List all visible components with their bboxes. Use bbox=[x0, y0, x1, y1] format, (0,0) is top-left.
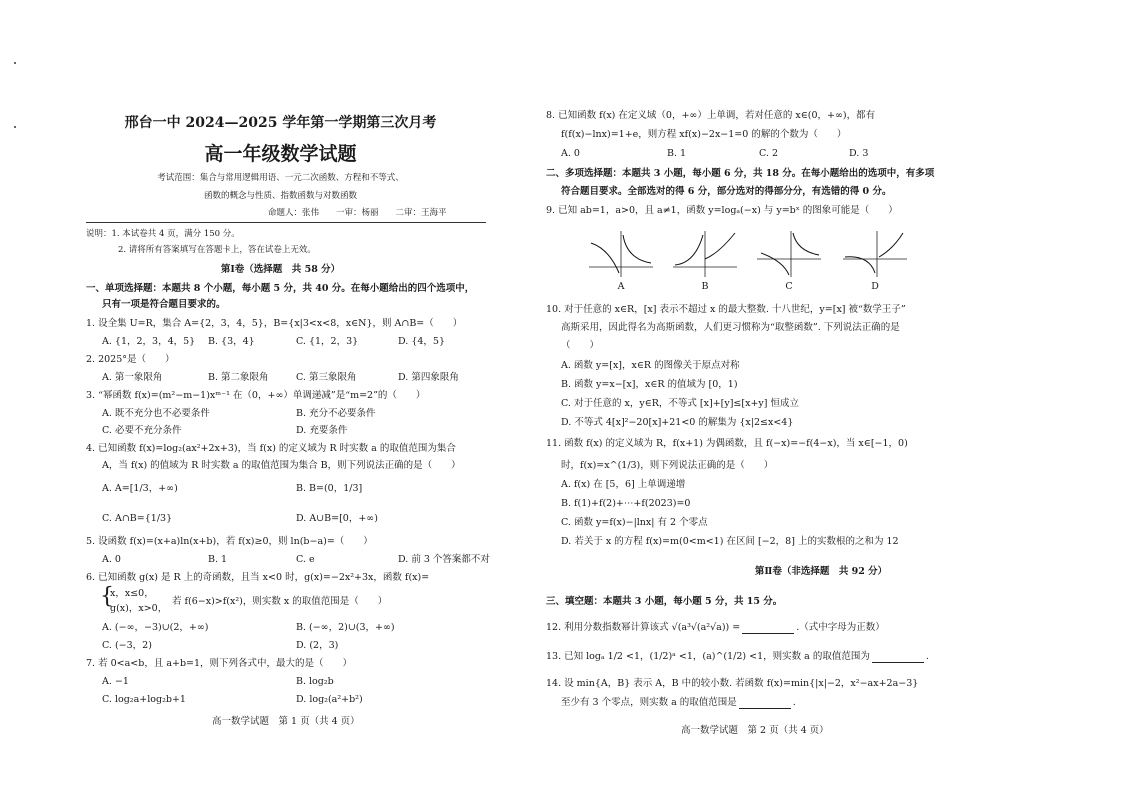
question-6: 6. 已知函数 g(x) 是 R 上的奇函数，且当 x<0 时，g(x)=−2x²+3x，函数 f(x)= bbox=[86, 572, 430, 583]
q9-graph-b bbox=[673, 229, 737, 277]
note-1: 说明：1. 本试卷共 4 页，满分 150 分。 bbox=[86, 229, 240, 239]
question-13 bbox=[546, 651, 929, 663]
q8-option-b: B. 1 bbox=[667, 148, 687, 159]
note-2: 2. 请将所有答案填写在答题卡上，答在试卷上无效。 bbox=[118, 245, 316, 255]
exam-scope-line1: 考试范围：集合与常用逻辑用语、一元二次函数、方程和不等式、 bbox=[157, 173, 404, 183]
exam-scope-line2: 函数的概念与性质、指数函数与对数函数 bbox=[203, 191, 357, 201]
q1-option-c: C. {1，2，3} bbox=[296, 336, 359, 347]
q3-option-a: A. 既不充分也不必要条件 bbox=[102, 408, 210, 419]
question-11: 11. 函数 f(x) 的定义域为 R，f(x+1) 为偶函数，且 f(−x)=−f(4−x)，当 x∈[−1，0) bbox=[546, 438, 908, 449]
q14-tail: . bbox=[792, 697, 796, 708]
q9-graph-d bbox=[843, 229, 907, 277]
q10-option-c: C. 对于任意的 x，y∈R，不等式 [x]+[y]≤[x+y] 恒成立 bbox=[561, 398, 800, 409]
q13-text: 13. 已知 logₐ 1/2 <1，(1/2)ᵃ <1，(a)^(1/2) <1，则实数 a 的取值范围为 bbox=[546, 651, 870, 662]
q2-option-d: D. 第四象限角 bbox=[398, 372, 459, 383]
question-9: 9. 已知 ab=1，a>0，且 a≠1，函数 y=logₐ(−x) 与 y=bˣ 的图象可能是（ ） bbox=[546, 205, 898, 216]
q4-option-d: D. A∪B=[0，+∞) bbox=[296, 513, 378, 524]
q1-option-a: A. {1，2，3，4，5} bbox=[102, 336, 196, 347]
q5-option-b: B. 1 bbox=[208, 554, 228, 565]
q5-option-d: D. 前 3 个答案都不对 bbox=[398, 554, 490, 565]
q10-option-b: B. 函数 y=x−[x]，x∈R 的值域为 [0，1) bbox=[561, 379, 738, 390]
q3-option-d: D. 充要条件 bbox=[296, 425, 348, 436]
q12-text: 12. 利用分数指数幂计算该式 √(a³√(a²√a)) = bbox=[546, 622, 741, 633]
question-10-paren: （ ） bbox=[561, 340, 600, 351]
q5-option-c: C. e bbox=[296, 554, 315, 565]
q8-option-c: C. 2 bbox=[759, 148, 779, 159]
q14-text: 至少有 3 个零点，则实数 a 的取值范围是 bbox=[561, 697, 737, 708]
q14-answer-blank[interactable] bbox=[739, 698, 791, 709]
page-footer: 高一数学试题 第 2 页（共 4 页） bbox=[681, 725, 829, 736]
q9-label-d: D bbox=[871, 281, 879, 292]
q9-label-b: B bbox=[701, 281, 709, 292]
q12-answer-blank[interactable] bbox=[742, 623, 794, 634]
q9-graph-a bbox=[589, 229, 653, 277]
q7-option-c: C. log₂a+log₂b+1 bbox=[102, 694, 186, 705]
q9-graph-c bbox=[757, 229, 821, 277]
question-10: 10. 对于任意的 x∈R，[x] 表示不超过 x 的最大整数. 十八世纪，y=[x] 被“数学王子” bbox=[546, 304, 906, 315]
part-3-intro: 三、填空题：本题共 3 小题，每小题 5 分，共 15 分。 bbox=[546, 596, 783, 607]
school-title: 邢台一中 2024—2025 学年第一学期第三次月考 bbox=[124, 115, 437, 131]
brace-symbol: { bbox=[100, 584, 114, 609]
question-3: 3. “幂函数 f(x)=(m²−m−1)xᵐ⁻¹ 在（0，+∞）单调递减”是“m=2”的（ ） bbox=[86, 390, 426, 401]
q6-option-a: A. (−∞，−3)∪(2，+∞) bbox=[102, 622, 209, 633]
q2-option-b: B. 第二象限角 bbox=[208, 372, 269, 383]
divider bbox=[86, 222, 486, 223]
q1-option-b: B. {3，4} bbox=[208, 336, 255, 347]
question-7: 7. 若 0<a<b，且 a+b=1，则下列各式中，最大的是（ ） bbox=[86, 658, 353, 669]
question-5: 5. 设函数 f(x)=(x+a)ln(x+b)，若 f(x)≥0，则 ln(b−a)=（ ） bbox=[86, 536, 373, 547]
q5-option-a: A. 0 bbox=[102, 554, 121, 565]
q2-option-a: A. 第一象限角 bbox=[102, 372, 163, 383]
q13-answer-blank[interactable] bbox=[872, 652, 924, 663]
section-2-title: 第Ⅱ卷（非选择题 共 92 分） bbox=[754, 566, 888, 577]
q6-case-2: g(x)，x>0， bbox=[110, 603, 168, 614]
question-6-cont: 若 f(6−x)>f(x²)，则实数 x 的取值范围是（ ） bbox=[172, 596, 388, 607]
part-1-intro-cont: 只有一项是符合题目要求的。 bbox=[102, 299, 226, 310]
q7-option-a: A. −1 bbox=[102, 676, 129, 687]
q1-option-d: D. {4，5} bbox=[398, 336, 445, 347]
question-12 bbox=[546, 622, 885, 634]
q6-option-d: D. (2，3) bbox=[296, 640, 339, 651]
q4-option-c: C. A∩B={1/3} bbox=[102, 513, 173, 524]
question-4-cont: A，当 f(x) 的值域为 R 时实数 a 的取值范围为集合 B，则下列说法正确的是（ ） bbox=[102, 460, 461, 471]
q7-option-d: D. log₂(a²+b²) bbox=[296, 694, 363, 705]
question-10-cont: 高斯采用，因此得名为高斯函数，人们更习惯称为“取整函数”. 下列说法正确的是 bbox=[561, 322, 900, 333]
part-2-intro: 二、多项选择题：本题共 3 小题，每小题 6 分，共 18 分。在每小题给出的选项中，有多项 bbox=[546, 168, 935, 179]
q6-case-1: x，x≤0， bbox=[110, 588, 154, 599]
q11-option-d: D. 若关于 x 的方程 f(x)=m(0<m<1) 在区间 [−2，8] 上的实数根的之和为 12 bbox=[561, 536, 899, 547]
q8-option-d: D. 3 bbox=[849, 148, 869, 159]
q13-tail: . bbox=[925, 651, 929, 662]
q10-option-a: A. 函数 y=[x]，x∈R 的图像关于原点对称 bbox=[561, 360, 740, 371]
question-8: 8. 已知函数 f(x) 在定义域（0，+∞）上单调，若对任意的 x∈(0，+∞)，都有 bbox=[546, 110, 876, 121]
q7-option-b: B. log₂b bbox=[296, 676, 334, 687]
q4-option-b: B. B=(0，1/3] bbox=[296, 483, 363, 494]
question-11-cont: 时，f(x)=x^(1/3)，则下列说法正确的是（ ） bbox=[561, 460, 774, 471]
part-2-intro-cont: 符合题目要求。全部选对的得 6 分，部分选对的得部分分，有选错的得 0 分。 bbox=[561, 186, 892, 197]
q11-option-c: C. 函数 y=f(x)−|lnx| 有 2 个零点 bbox=[561, 517, 708, 528]
exam-title: 高一年级数学试题 bbox=[204, 143, 357, 165]
q3-option-c: C. 必要不充分条件 bbox=[102, 425, 182, 436]
question-2: 2. 2025°是（ ） bbox=[86, 354, 175, 365]
q3-option-b: B. 充分不必要条件 bbox=[296, 408, 376, 419]
q6-option-b: B. (−∞，2)∪(3，+∞) bbox=[296, 622, 395, 633]
section-1-title: 第Ⅰ卷（选择题 共 58 分） bbox=[220, 264, 341, 275]
q6-option-c: C. (−3，2) bbox=[102, 640, 152, 651]
question-4: 4. 已知函数 f(x)=log₂(ax²+2x+3)，当 f(x) 的定义域为 R 时实数 a 的取值范围为集合 bbox=[86, 443, 456, 454]
q12-tail: .（式中字母为正数） bbox=[796, 622, 885, 633]
q8-option-a: A. 0 bbox=[561, 148, 580, 159]
scan-mark bbox=[14, 62, 16, 64]
q2-option-c: C. 第三象限角 bbox=[296, 372, 357, 383]
question-1: 1. 设全集 U=R，集合 A={2，3，4，5}，B={x|3<x<8，x∈N}，则 A∩B=（ ） bbox=[86, 318, 463, 329]
page-footer: 高一数学试题 第 1 页（共 4 页） bbox=[212, 716, 360, 727]
q11-option-b: B. f(1)+f(2)+⋯+f(2023)=0 bbox=[561, 498, 691, 509]
q9-label-c: C bbox=[785, 281, 793, 292]
question-8-cont: f(f(x)−lnx)=1+e，则方程 xf(x)−2x−1=0 的解的个数为（ ） bbox=[561, 129, 847, 140]
q4-option-a: A. A=[1/3，+∞) bbox=[102, 483, 178, 494]
authors-line: 命题人：张伟 一审：杨丽 二审：王海平 bbox=[268, 208, 447, 218]
q10-option-d: D. 不等式 4[x]²−20[x]+21<0 的解集为 {x|2≤x<4} bbox=[561, 417, 794, 428]
question-14-cont bbox=[561, 697, 796, 709]
question-14: 14. 设 min{A，B} 表示 A，B 中的较小数. 若函数 f(x)=min{|x|−2，x²−ax+2a−3} bbox=[546, 678, 919, 689]
q11-option-a: A. f(x) 在 [5，6] 上单调递增 bbox=[561, 479, 686, 490]
part-1-intro: 一、单项选择题：本题共 8 个小题，每小题 5 分，共 40 分。在每小题给出的四个选项中， bbox=[86, 283, 475, 294]
q9-label-a: A bbox=[617, 281, 625, 292]
page-2 bbox=[546, 0, 1122, 793]
